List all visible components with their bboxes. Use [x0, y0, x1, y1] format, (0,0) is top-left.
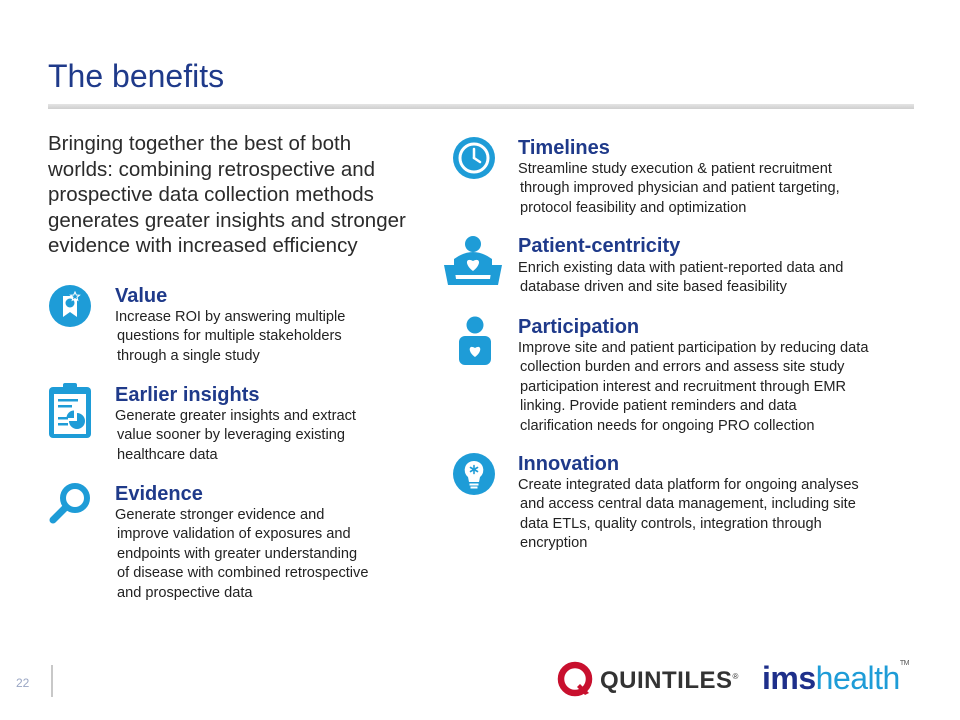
description-line: Improve site and patient participation by reducing data — [518, 340, 869, 356]
ims-wordmark: ims — [762, 660, 816, 696]
benefit-heading: Value — [115, 285, 168, 307]
patient-heart-icon — [444, 235, 502, 287]
description-line: through a single study — [117, 347, 260, 364]
person-heart-icon — [456, 316, 494, 366]
health-wordmark: health — [815, 660, 900, 696]
clock-icon — [452, 136, 496, 180]
description-line: and prospective data — [117, 584, 253, 601]
description-line: Generate stronger evidence and — [115, 507, 325, 523]
benefit-description — [115, 407, 356, 465]
lightbulb-icon — [452, 452, 496, 496]
benefit-heading: Innovation — [518, 453, 620, 475]
benefit-heading: Patient-centricity — [518, 235, 681, 257]
description-line: questions for multiple stakeholders — [117, 328, 342, 345]
benefit-heading: Timelines — [518, 137, 610, 159]
title-divider — [48, 104, 914, 109]
description-line: Create integrated data platform for ongoing analyses — [518, 477, 859, 493]
quintiles-logo — [600, 667, 739, 695]
benefit-description — [115, 308, 345, 366]
clipboard-chart-icon — [48, 383, 92, 439]
imshealth-logo — [762, 660, 909, 697]
benefit-heading: Evidence — [115, 483, 203, 505]
description-line: healthcare data — [117, 446, 218, 463]
description-line: endpoints with greater understanding — [117, 545, 358, 562]
intro-line: evidence with increased efficiency — [48, 234, 358, 257]
intro-line: Bringing together the best of both — [48, 132, 352, 155]
description-line: linking. Provide patient reminders and data — [520, 398, 797, 415]
description-line: Streamline study execution & patient recruitment — [518, 161, 832, 177]
benefit-description — [518, 259, 843, 298]
registered-mark: ® — [732, 672, 739, 681]
quintiles-wordmark: QUINTILES — [600, 667, 733, 694]
footer-divider — [51, 665, 53, 697]
magnifier-icon — [48, 482, 92, 526]
ribbon-star-icon — [48, 284, 92, 328]
description-line: database driven and site based feasibility — [520, 279, 787, 296]
description-line: protocol feasibility and optimization — [520, 199, 747, 216]
description-line: Increase ROI by answering multiple — [115, 309, 346, 325]
intro-text — [48, 131, 430, 259]
description-line: Generate greater insights and extract — [115, 408, 356, 424]
description-line: encryption — [520, 535, 588, 552]
description-line: value sooner by leveraging existing — [117, 427, 345, 444]
description-line: participation interest and recruitment through EMR — [520, 378, 847, 395]
quintiles-logo-icon — [556, 660, 594, 698]
intro-line: worlds: combining retrospective and — [48, 157, 376, 181]
benefit-description — [518, 160, 840, 218]
benefit-description — [115, 506, 368, 603]
description-line: clarification needs for ongoing PRO collection — [520, 417, 815, 434]
description-line: through improved physician and patient targeting, — [520, 180, 840, 197]
trademark-mark: TM — [899, 660, 909, 667]
description-line: collection burden and errors and assess site study — [520, 359, 845, 376]
description-line: of disease with combined retrospective — [117, 565, 369, 582]
description-line: Enrich existing data with patient-reported data and — [518, 260, 844, 276]
intro-line: prospective data collection methods — [48, 183, 374, 206]
description-line: data ETLs, quality controls, integration through — [520, 515, 822, 532]
description-line: and access central data management, including site — [520, 496, 856, 513]
intro-line: generates greater insights and stronger — [48, 208, 406, 232]
description-line: improve validation of exposures and — [117, 526, 351, 543]
benefit-heading: Earlier insights — [115, 384, 260, 406]
page-title: The benefits — [48, 58, 225, 94]
benefit-description — [518, 339, 868, 436]
benefit-description — [518, 476, 859, 554]
benefit-heading: Participation — [518, 316, 640, 338]
page-number: 22 — [16, 676, 30, 690]
